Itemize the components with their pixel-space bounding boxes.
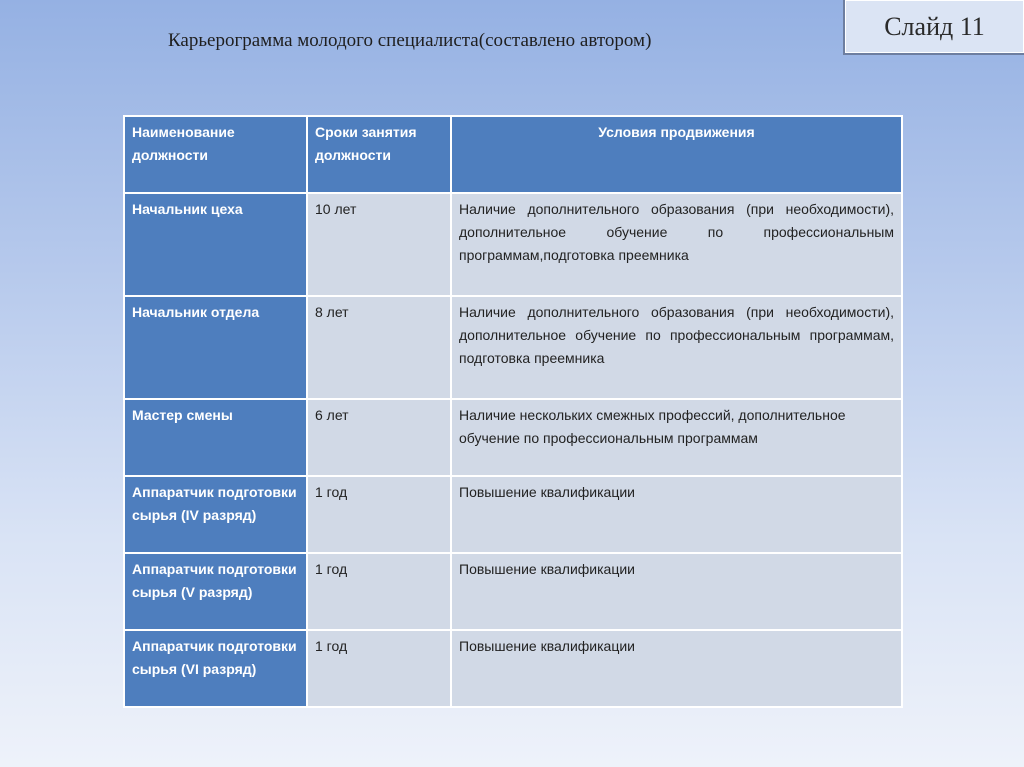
slide-title: Карьерограмма молодого специалиста(составлено автором) bbox=[168, 30, 652, 51]
slide-number-badge: Слайд 11 bbox=[843, 0, 1024, 55]
conditions-cell: Наличие нескольких смежных профессий, дополнительное обучение по профессиональным программам bbox=[451, 399, 902, 476]
conditions-cell: Повышение квалификации bbox=[451, 476, 902, 553]
position-cell: Аппаратчик подготовки сырья (VI разряд) bbox=[124, 630, 307, 707]
header-conditions: Условия продвижения bbox=[451, 116, 902, 193]
term-cell: 8 лет bbox=[307, 296, 451, 399]
conditions-cell: Наличие дополнительного образования (при необходимости), дополнительное обучение по профессиональным программам,подготовка преемника bbox=[451, 193, 902, 296]
term-cell: 1 год bbox=[307, 630, 451, 707]
conditions-cell: Повышение квалификации bbox=[451, 630, 902, 707]
table-row bbox=[124, 399, 902, 476]
table-row bbox=[124, 296, 902, 399]
table-row bbox=[124, 193, 902, 296]
conditions-cell: Наличие дополнительного образования (при необходимости), дополнительное обучение по профессиональным программам, подготовка преемника bbox=[451, 296, 902, 399]
table-row bbox=[124, 630, 902, 707]
position-cell: Аппаратчик подготовки сырья (IV разряд) bbox=[124, 476, 307, 553]
header-position: Наименование должности bbox=[124, 116, 307, 193]
term-cell: 6 лет bbox=[307, 399, 451, 476]
table-row bbox=[124, 476, 902, 553]
term-cell: 10 лет bbox=[307, 193, 451, 296]
position-cell: Аппаратчик подготовки сырья (V разряд) bbox=[124, 553, 307, 630]
term-cell: 1 год bbox=[307, 553, 451, 630]
table-header-row bbox=[124, 116, 902, 193]
term-cell: 1 год bbox=[307, 476, 451, 553]
position-cell: Начальник отдела bbox=[124, 296, 307, 399]
header-term: Сроки занятия должности bbox=[307, 116, 451, 193]
position-cell: Начальник цеха bbox=[124, 193, 307, 296]
conditions-cell: Повышение квалификации bbox=[451, 553, 902, 630]
position-cell: Мастер смены bbox=[124, 399, 307, 476]
career-table bbox=[123, 115, 903, 708]
table-row bbox=[124, 553, 902, 630]
